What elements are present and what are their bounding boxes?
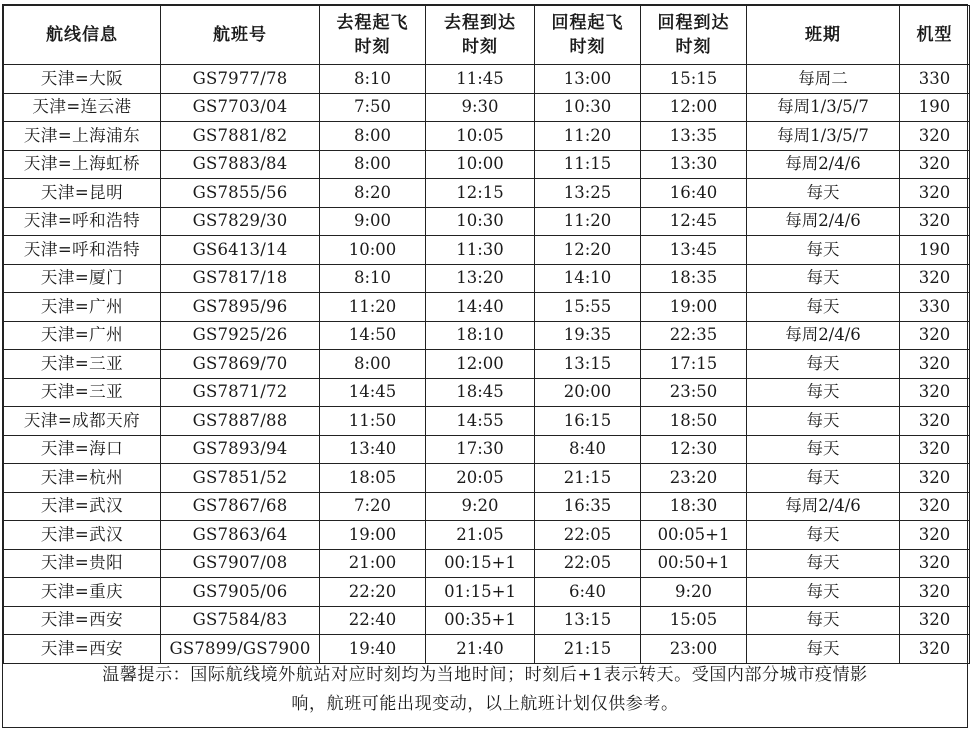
cell-return-departure: 13:25 [535, 179, 641, 208]
cell-route: 天津=上海浦东 [4, 122, 161, 151]
cell-return-arrival: 17:15 [641, 350, 747, 379]
cell-flight-number: GS7869/70 [161, 350, 320, 379]
header-outbound-arrival: 去程到达 时刻 [426, 6, 535, 65]
cell-outbound-arrival: 20:05 [426, 464, 535, 493]
table-row [4, 378, 970, 407]
cell-route: 天津=呼和浩特 [4, 207, 161, 236]
cell-aircraft-type: 320 [900, 264, 970, 293]
cell-aircraft-type: 320 [900, 150, 970, 179]
table-row [4, 179, 970, 208]
table-row [4, 606, 970, 635]
cell-outbound-arrival: 14:40 [426, 293, 535, 322]
cell-route: 天津=广州 [4, 293, 161, 322]
cell-aircraft-type: 320 [900, 521, 970, 550]
notice-line-2: 响，航班可能出现变动，以上航班计划仅供参考。 [291, 694, 679, 714]
cell-outbound-arrival: 9:30 [426, 93, 535, 122]
cell-flight-number: GS7867/68 [161, 492, 320, 521]
cell-outbound-arrival: 13:20 [426, 264, 535, 293]
cell-return-arrival: 12:00 [641, 93, 747, 122]
cell-outbound-departure: 22:40 [320, 606, 426, 635]
cell-return-arrival: 00:50+1 [641, 549, 747, 578]
schedule-body [4, 65, 970, 664]
flight-schedule-sheet [2, 4, 968, 728]
cell-schedule-days: 每天 [747, 350, 900, 379]
header-return-departure: 回程起飞 时刻 [535, 6, 641, 65]
cell-aircraft-type: 320 [900, 321, 970, 350]
cell-schedule-days: 每周二 [747, 65, 900, 94]
cell-schedule-days: 每周2/4/6 [747, 321, 900, 350]
cell-aircraft-type: 320 [900, 122, 970, 151]
cell-outbound-arrival: 10:30 [426, 207, 535, 236]
cell-outbound-arrival: 11:30 [426, 236, 535, 265]
cell-outbound-arrival: 21:40 [426, 635, 535, 664]
notice-line-1: 温馨提示：国际航线境外航站对应时刻均为当地时间；时刻后+1表示转天。受国内部分城市疫情影 [102, 665, 868, 685]
cell-outbound-arrival: 21:05 [426, 521, 535, 550]
cell-outbound-departure: 9:00 [320, 207, 426, 236]
cell-return-departure: 19:35 [535, 321, 641, 350]
cell-outbound-departure: 22:20 [320, 578, 426, 607]
cell-outbound-departure: 13:40 [320, 435, 426, 464]
header-schedule-days: 班期 [747, 6, 900, 65]
cell-schedule-days: 每天 [747, 464, 900, 493]
cell-route: 天津=上海虹桥 [4, 150, 161, 179]
cell-route: 天津=贵阳 [4, 549, 161, 578]
table-row [4, 122, 970, 151]
cell-route: 天津=西安 [4, 606, 161, 635]
cell-return-arrival: 13:35 [641, 122, 747, 151]
cell-schedule-days: 每天 [747, 435, 900, 464]
table-row [4, 207, 970, 236]
cell-return-departure: 11:20 [535, 207, 641, 236]
cell-return-arrival: 16:40 [641, 179, 747, 208]
cell-aircraft-type: 320 [900, 635, 970, 664]
cell-outbound-departure: 19:00 [320, 521, 426, 550]
cell-route: 天津=厦门 [4, 264, 161, 293]
cell-aircraft-type: 320 [900, 492, 970, 521]
cell-outbound-departure: 8:00 [320, 150, 426, 179]
cell-route: 天津=重庆 [4, 578, 161, 607]
cell-flight-number: GS7881/82 [161, 122, 320, 151]
cell-outbound-departure: 11:20 [320, 293, 426, 322]
cell-schedule-days: 每天 [747, 293, 900, 322]
cell-return-arrival: 12:30 [641, 435, 747, 464]
cell-aircraft-type: 330 [900, 65, 970, 94]
table-row [4, 578, 970, 607]
cell-schedule-days: 每周2/4/6 [747, 150, 900, 179]
cell-return-departure: 21:15 [535, 635, 641, 664]
cell-outbound-departure: 14:45 [320, 378, 426, 407]
cell-flight-number: GS7977/78 [161, 65, 320, 94]
cell-return-departure: 20:00 [535, 378, 641, 407]
cell-return-departure: 11:20 [535, 122, 641, 151]
cell-return-departure: 16:35 [535, 492, 641, 521]
cell-route: 天津=武汉 [4, 521, 161, 550]
cell-flight-number: GS7703/04 [161, 93, 320, 122]
cell-flight-number: GS7855/56 [161, 179, 320, 208]
cell-schedule-days: 每天 [747, 606, 900, 635]
cell-outbound-departure: 18:05 [320, 464, 426, 493]
cell-outbound-departure: 7:50 [320, 93, 426, 122]
cell-flight-number: GS7899/GS7900 [161, 635, 320, 664]
table-row [4, 521, 970, 550]
header-return-arrival: 回程到达 时刻 [641, 6, 747, 65]
cell-schedule-days: 每天 [747, 236, 900, 265]
table-row [4, 264, 970, 293]
cell-return-arrival: 15:05 [641, 606, 747, 635]
table-row [4, 93, 970, 122]
cell-outbound-arrival: 18:10 [426, 321, 535, 350]
cell-schedule-days: 每周1/3/5/7 [747, 93, 900, 122]
cell-return-departure: 15:55 [535, 293, 641, 322]
cell-return-arrival: 23:50 [641, 378, 747, 407]
cell-aircraft-type: 190 [900, 93, 970, 122]
cell-flight-number: GS7883/84 [161, 150, 320, 179]
cell-outbound-arrival: 9:20 [426, 492, 535, 521]
cell-schedule-days: 每周2/4/6 [747, 207, 900, 236]
cell-return-arrival: 15:15 [641, 65, 747, 94]
cell-return-arrival: 22:35 [641, 321, 747, 350]
header-outbound-departure: 去程起飞 时刻 [320, 6, 426, 65]
cell-aircraft-type: 320 [900, 606, 970, 635]
table-row [4, 549, 970, 578]
cell-outbound-arrival: 10:05 [426, 122, 535, 151]
cell-return-departure: 14:10 [535, 264, 641, 293]
cell-return-arrival: 9:20 [641, 578, 747, 607]
table-row [4, 350, 970, 379]
cell-schedule-days: 每周1/3/5/7 [747, 122, 900, 151]
cell-flight-number: GS7893/94 [161, 435, 320, 464]
cell-schedule-days: 每天 [747, 179, 900, 208]
cell-schedule-days: 每天 [747, 264, 900, 293]
table-row [4, 293, 970, 322]
cell-return-arrival: 13:45 [641, 236, 747, 265]
notice-text [3, 655, 967, 727]
cell-schedule-days: 每周2/4/6 [747, 492, 900, 521]
cell-route: 天津=海口 [4, 435, 161, 464]
cell-outbound-arrival: 10:00 [426, 150, 535, 179]
table-row [4, 65, 970, 94]
cell-outbound-arrival: 01:15+1 [426, 578, 535, 607]
cell-return-arrival: 23:00 [641, 635, 747, 664]
cell-outbound-arrival: 14:55 [426, 407, 535, 436]
cell-aircraft-type: 320 [900, 378, 970, 407]
flight-schedule-table [3, 5, 970, 664]
cell-return-departure: 22:05 [535, 521, 641, 550]
cell-route: 天津=西安 [4, 635, 161, 664]
cell-route: 天津=成都天府 [4, 407, 161, 436]
cell-route: 天津=杭州 [4, 464, 161, 493]
cell-aircraft-type: 330 [900, 293, 970, 322]
cell-return-arrival: 18:35 [641, 264, 747, 293]
cell-route: 天津=广州 [4, 321, 161, 350]
cell-flight-number: GS7925/26 [161, 321, 320, 350]
cell-outbound-departure: 8:00 [320, 122, 426, 151]
table-row [4, 150, 970, 179]
cell-route: 天津=呼和浩特 [4, 236, 161, 265]
header-flight-number: 航班号 [161, 6, 320, 65]
cell-flight-number: GS7863/64 [161, 521, 320, 550]
cell-outbound-departure: 8:00 [320, 350, 426, 379]
cell-aircraft-type: 320 [900, 407, 970, 436]
cell-schedule-days: 每天 [747, 635, 900, 664]
cell-return-departure: 16:15 [535, 407, 641, 436]
cell-outbound-departure: 19:40 [320, 635, 426, 664]
cell-return-arrival: 00:05+1 [641, 521, 747, 550]
cell-return-arrival: 12:45 [641, 207, 747, 236]
cell-return-arrival: 23:20 [641, 464, 747, 493]
cell-return-departure: 6:40 [535, 578, 641, 607]
cell-return-departure: 11:15 [535, 150, 641, 179]
cell-aircraft-type: 190 [900, 236, 970, 265]
cell-schedule-days: 每天 [747, 549, 900, 578]
cell-return-departure: 8:40 [535, 435, 641, 464]
cell-outbound-arrival: 17:30 [426, 435, 535, 464]
cell-outbound-arrival: 00:15+1 [426, 549, 535, 578]
cell-return-departure: 10:30 [535, 93, 641, 122]
cell-outbound-arrival: 12:15 [426, 179, 535, 208]
cell-schedule-days: 每天 [747, 378, 900, 407]
cell-return-arrival: 18:30 [641, 492, 747, 521]
table-row [4, 435, 970, 464]
cell-route: 天津=武汉 [4, 492, 161, 521]
table-row [4, 407, 970, 436]
table-row [4, 236, 970, 265]
cell-flight-number: GS7829/30 [161, 207, 320, 236]
cell-outbound-departure: 7:20 [320, 492, 426, 521]
cell-aircraft-type: 320 [900, 350, 970, 379]
cell-return-departure: 12:20 [535, 236, 641, 265]
cell-return-departure: 13:15 [535, 606, 641, 635]
cell-aircraft-type: 320 [900, 578, 970, 607]
cell-outbound-arrival: 12:00 [426, 350, 535, 379]
header-route: 航线信息 [4, 6, 161, 65]
cell-aircraft-type: 320 [900, 435, 970, 464]
cell-route: 天津=连云港 [4, 93, 161, 122]
cell-return-departure: 22:05 [535, 549, 641, 578]
cell-outbound-arrival: 18:45 [426, 378, 535, 407]
cell-aircraft-type: 320 [900, 549, 970, 578]
cell-flight-number: GS7907/08 [161, 549, 320, 578]
cell-outbound-departure: 8:10 [320, 65, 426, 94]
cell-outbound-departure: 10:00 [320, 236, 426, 265]
cell-schedule-days: 每天 [747, 407, 900, 436]
cell-outbound-departure: 11:50 [320, 407, 426, 436]
cell-flight-number: GS7584/83 [161, 606, 320, 635]
cell-outbound-departure: 21:00 [320, 549, 426, 578]
cell-aircraft-type: 320 [900, 464, 970, 493]
cell-flight-number: GS7887/88 [161, 407, 320, 436]
cell-route: 天津=三亚 [4, 378, 161, 407]
cell-return-arrival: 19:00 [641, 293, 747, 322]
cell-aircraft-type: 320 [900, 207, 970, 236]
table-row [4, 492, 970, 521]
cell-schedule-days: 每天 [747, 578, 900, 607]
cell-outbound-arrival: 00:35+1 [426, 606, 535, 635]
cell-flight-number: GS7851/52 [161, 464, 320, 493]
cell-return-departure: 13:00 [535, 65, 641, 94]
cell-outbound-departure: 8:10 [320, 264, 426, 293]
cell-route: 天津=三亚 [4, 350, 161, 379]
header-row [4, 6, 970, 65]
cell-flight-number: GS6413/14 [161, 236, 320, 265]
table-row [4, 464, 970, 493]
cell-outbound-departure: 14:50 [320, 321, 426, 350]
table-row [4, 321, 970, 350]
cell-route: 天津=大阪 [4, 65, 161, 94]
cell-return-departure: 13:15 [535, 350, 641, 379]
cell-outbound-departure: 8:20 [320, 179, 426, 208]
header-aircraft-type: 机型 [900, 6, 970, 65]
cell-schedule-days: 每天 [747, 521, 900, 550]
cell-return-arrival: 18:50 [641, 407, 747, 436]
cell-aircraft-type: 320 [900, 179, 970, 208]
cell-return-arrival: 13:30 [641, 150, 747, 179]
cell-flight-number: GS7895/96 [161, 293, 320, 322]
cell-route: 天津=昆明 [4, 179, 161, 208]
cell-return-departure: 21:15 [535, 464, 641, 493]
cell-flight-number: GS7871/72 [161, 378, 320, 407]
cell-flight-number: GS7905/06 [161, 578, 320, 607]
cell-outbound-arrival: 11:45 [426, 65, 535, 94]
cell-flight-number: GS7817/18 [161, 264, 320, 293]
